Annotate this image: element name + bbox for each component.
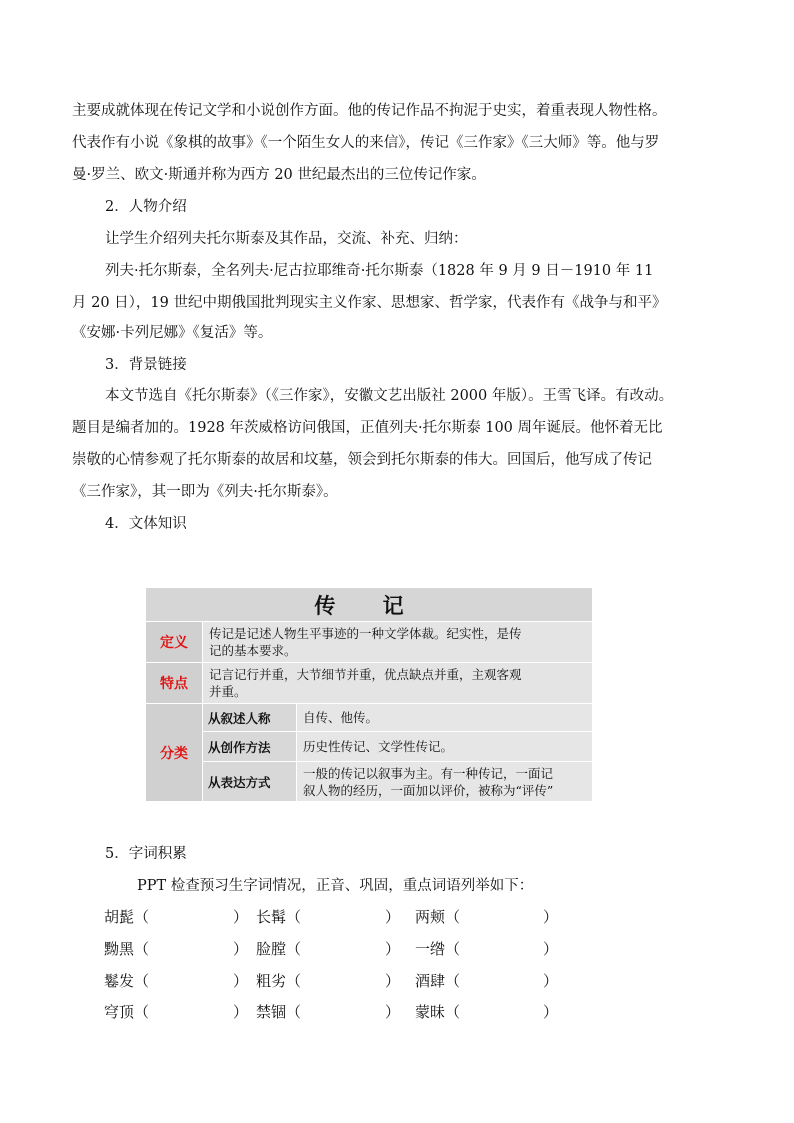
vocab-paren: ） <box>233 908 249 926</box>
feature-text: 记言记行并重，大节细节并重，优点缺点并重，主观客观 并重。 <box>203 663 593 704</box>
class-key-1: 从叙述人称 <box>203 704 297 732</box>
vocab-word: 酒肆（ <box>415 972 461 990</box>
section3-line-1: 本文节选自《托尔斯泰》（《三作家》，安徽文艺出版社 2000 年版）。王雪飞译。有改动。 <box>105 388 674 404</box>
vocab-paren: ） <box>543 972 559 990</box>
section-heading-4: 4．文体知识 <box>105 516 187 532</box>
vocab-paren: ） <box>543 1003 559 1021</box>
vocab-word: 禁锢（ <box>256 1003 302 1021</box>
row-label-feature: 特点 <box>146 663 203 704</box>
vocab-word: 粗劣（ <box>256 972 302 990</box>
vocab-word: 一绺（ <box>415 940 461 958</box>
intro-line-2: 代表作有小说《象棋的故事》《一个陌生女人的来信》，传记《三作家》《三大师》等。他与罗 <box>72 135 660 151</box>
vocab-word: 鬈发（ <box>104 972 150 990</box>
class-value-1: 自传、他传。 <box>297 704 593 732</box>
section2-line-3: 月 20 日），19 世纪中期俄国批判现实主义作家、思想家、哲学家，代表作有《战争与和平》 <box>72 295 667 311</box>
vocab-word: 穹顶（ <box>104 1003 150 1021</box>
section2-line-2: 列夫·托尔斯泰，全名列夫·尼古拉耶维奇·托尔斯泰（1828 年 9 月 9 日－1910 年 11 <box>105 263 654 279</box>
vocab-word: 脸膛（ <box>256 940 302 958</box>
vocab-word: 蒙昧（ <box>415 1003 461 1021</box>
intro-line-3: 曼·罗兰、欧文·斯通并称为西方 20 世纪最杰出的三位传记作家。 <box>72 167 486 183</box>
vocab-paren: ） <box>543 908 559 926</box>
vocab-paren: ） <box>543 940 559 958</box>
section5-intro: PPT 检查预习生字词情况，正音、巩固，重点词语列举如下： <box>137 878 534 894</box>
section-heading-5: 5．字词积累 <box>105 846 187 862</box>
vocab-paren: ） <box>233 972 249 990</box>
section-heading-3: 3．背景链接 <box>105 357 187 373</box>
section3-line-2: 题目是编者加的。1928 年茨威格访问俄国，正值列夫·托尔斯泰 100 周年诞辰。他怀着无比 <box>72 420 663 436</box>
section3-line-3: 崇敬的心情参观了托尔斯泰的故居和坟墓，领会到托尔斯泰的伟大。回国后，他写成了传记 <box>72 452 652 468</box>
class-value-2: 历史性传记、文学性传记。 <box>297 732 593 762</box>
section2-line-4: 《安娜·卡列尼娜》《复活》等。 <box>72 325 273 341</box>
row-label-classification: 分类 <box>146 704 203 802</box>
vocab-paren: ） <box>233 940 249 958</box>
vocab-word: 黝黑（ <box>104 940 150 958</box>
vocab-paren: ） <box>385 972 401 990</box>
vocab-word: 两颊（ <box>415 908 461 926</box>
class-key-3: 从表达方式 <box>203 762 297 802</box>
class-key-2: 从创作方法 <box>203 732 297 762</box>
vocab-paren: ） <box>385 908 401 926</box>
biography-table <box>145 587 593 802</box>
vocab-paren: ） <box>385 1003 401 1021</box>
intro-line-1: 主要成就体现在传记文学和小说创作方面。他的传记作品不拘泥于史实，着重表现人物性格。 <box>72 103 667 119</box>
vocab-word: 长髯（ <box>256 908 302 926</box>
table-title: 传 记 <box>146 588 593 622</box>
class-value-3: 一般的传记以叙事为主。有一种传记，一面记 叙人物的经历，一面加以评价，被称为“评传” <box>297 762 593 802</box>
row-label-definition: 定义 <box>146 622 203 663</box>
section3-line-4: 《三作家》，其一即为《列夫·托尔斯泰》。 <box>72 484 338 500</box>
section-heading-2: 2．人物介绍 <box>105 199 187 215</box>
definition-text: 传记是记述人物生平事迹的一种文学体裁。纪实性，是传 记的基本要求。 <box>203 622 593 663</box>
section2-line-1: 让学生介绍列夫托尔斯泰及其作品，交流、补充、归纳： <box>105 231 468 247</box>
vocab-paren: ） <box>385 940 401 958</box>
vocab-word: 胡髭（ <box>104 908 150 926</box>
vocab-paren: ） <box>233 1003 249 1021</box>
